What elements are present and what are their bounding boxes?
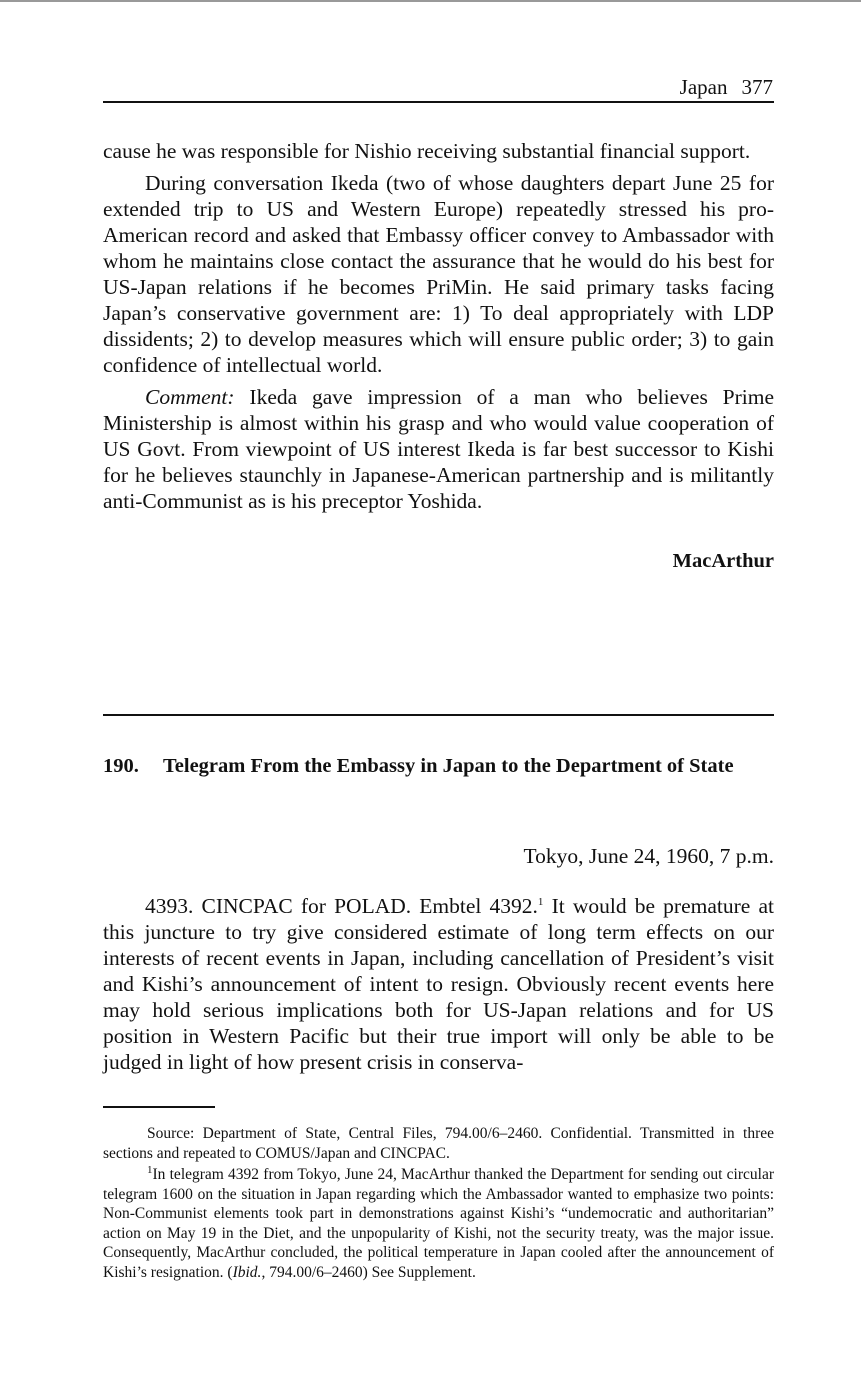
dateline: Tokyo, June 24, 1960, 7 p.m.	[523, 844, 774, 868]
continued-telegram-text	[103, 138, 774, 514]
footnote-reference: 1	[537, 895, 544, 908]
footnote-1-text: In telegram 4392 from Tokyo, June 24, MacArthur thanked the Department for sending out circular telegram 1600 on the situation in Japan regarding which the Ambassador wanted to emphasize two points: Non-Communist elements took part in demonstrations against Kishi’s “undemocratic and authoritarian” action on May 19 in the Diet, and the unpopularity of Kishi, not the security treaty, was the major issue. Consequently, MacArthur concluded, the political temperature in Japan cooled after the announcement of Kishi’s resignation. (	[103, 1166, 774, 1281]
source-note: Source: Department of State, Central Files, 794.00/6–2460. Confidential. Transmitted in three sections and repeated to COMUS/Japan and CINCPAC.	[103, 1125, 774, 1162]
footnotes	[103, 1124, 774, 1282]
document-number: 190.	[103, 755, 139, 777]
telegram-text: It would be premature at this juncture to try give considered estimate of long term effects on our interests of recent events in Japan, including cancellation of President’s visit and Kishi’s announcement of intent to resign. Obviously recent events here may hold serious implications both for US-Japan relations and for US position in Western Pacific but their true import will only be able to be judged in light of how present crisis in conserva-	[103, 894, 774, 1074]
footnote-ibid: Ibid.	[232, 1263, 262, 1281]
section-divider	[103, 714, 774, 716]
paragraph-continued: cause he was responsible for Nishio receiving substantial financial support.	[103, 139, 751, 163]
signature: MacArthur	[672, 550, 774, 572]
document-title: Telegram From the Embassy in Japan to the Department of State	[163, 755, 734, 777]
footnote-1-end: , 794.00/6–2460) See Supplement.	[261, 1263, 476, 1281]
page-number: 377	[741, 75, 773, 99]
telegram-paragraph	[103, 893, 774, 1075]
footnote-marker: 1	[147, 1163, 153, 1176]
paragraph-ikeda-conversation: During conversation Ikeda (two of whose daughters depart June 25 for extended trip to US and Western Europe) repeatedly stressed his pro-American record and asked that Embassy officer convey to Ambassador with whom he maintains close contact the assurance that he would do his best for US-Japan relations if he becomes PriMin. He said primary tasks facing Japan’s conservative government are: 1) To deal appropriately with LDP dissidents; 2) to develop measures which will ensure public order; 3) to gain confidence of intellectual world.	[103, 171, 774, 377]
document-heading	[103, 752, 774, 780]
comment-text: Ikeda gave impression of a man who believes Prime Ministership is almost within his grasp and who would value cooperation of US Govt. From viewpoint of US interest Ikeda is far best successor to Kishi for he believes staunchly in Japanese-American partnership and is militantly anti-Communist as is his preceptor Yoshida.	[103, 385, 774, 513]
header-rule	[103, 101, 774, 103]
running-header	[103, 74, 773, 100]
footnote-rule	[103, 1106, 215, 1108]
footnote-1	[103, 1165, 774, 1282]
running-head-title: Japan	[679, 75, 728, 99]
scan-top-edge	[0, 0, 861, 2]
telegram-body	[103, 893, 774, 1075]
paragraph-comment	[103, 384, 774, 514]
telegram-opening: 4393. CINCPAC for POLAD. Embtel 4392.	[145, 894, 538, 918]
comment-label: Comment:	[145, 385, 235, 409]
